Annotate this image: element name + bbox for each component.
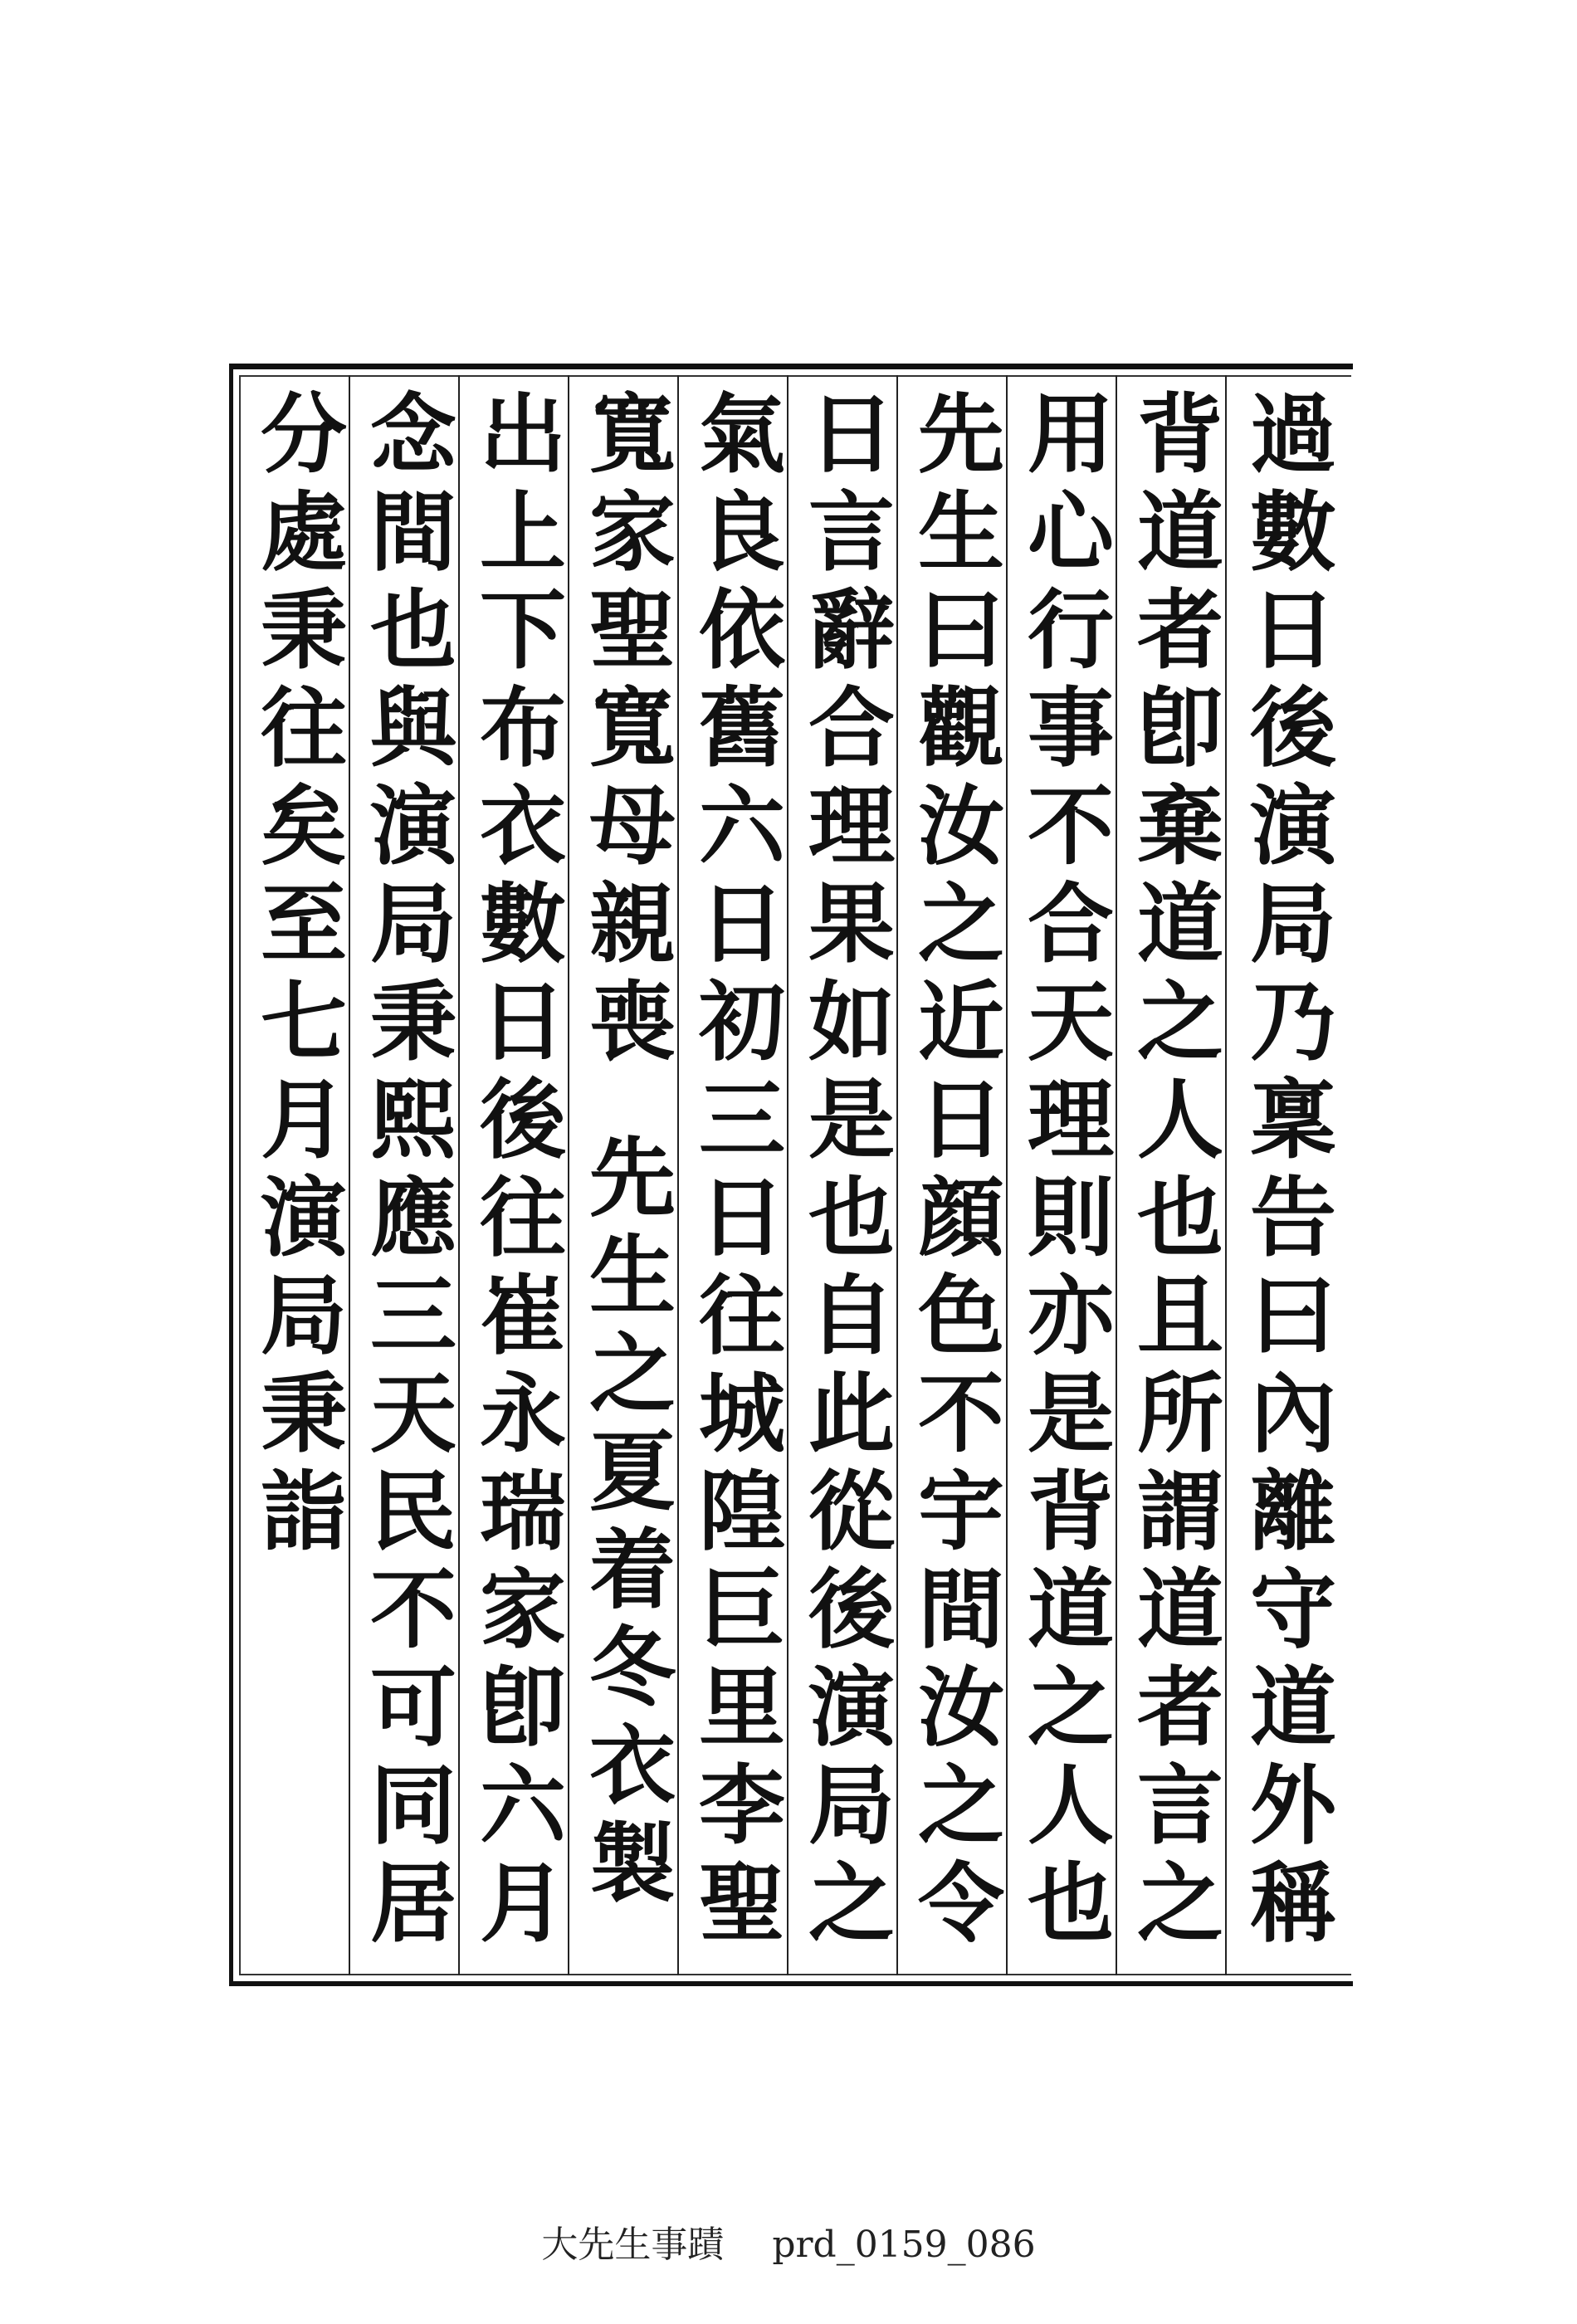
column-text: 日言辭合理果如是也自此從後演局之 <box>793 388 896 1955</box>
book-title: 大先生事蹟 <box>541 2224 725 2266</box>
text-column-7 <box>571 388 679 1965</box>
column-text-continued: 先生之夏着冬衣製 <box>574 1132 676 1916</box>
column-text: 念間也與演局秉熙應三天民不可同居 <box>355 388 457 1955</box>
column-text: 用心行事不合天理則亦是背道之人也 <box>1013 388 1115 1955</box>
column-text: 寬家聖寬母親喪 <box>574 388 676 1074</box>
page-caption <box>0 2214 1577 2268</box>
column-text: 分處秉往矣至七月演局秉詣 <box>246 388 348 1564</box>
column-text: 出上下布衣數日後往崔永瑞家卽六月 <box>465 388 567 1955</box>
text-column-1 <box>1232 388 1340 1965</box>
text-column-8 <box>461 388 569 1965</box>
page-identifier: prd_0159_086 <box>772 2224 1036 2266</box>
column-text: 背道者卽棄道之人也且所謂道者言之 <box>1122 388 1224 1955</box>
text-column-6 <box>681 388 788 1965</box>
text-column-3 <box>1009 388 1117 1965</box>
column-text: 過數日後演局乃稟告曰內離守道外稱 <box>1235 388 1337 1955</box>
text-column-2 <box>1119 388 1227 1965</box>
text-column-10 <box>242 388 350 1965</box>
text-column-9 <box>352 388 460 1965</box>
column-text: 先生曰觀汝之近日顔色不宇間汝之令 <box>903 388 1005 1955</box>
text-column-5 <box>790 388 898 1965</box>
column-text: 氣良依舊六日初三日往城隍巨里李聖 <box>684 388 786 1955</box>
text-column-4 <box>900 388 1008 1965</box>
